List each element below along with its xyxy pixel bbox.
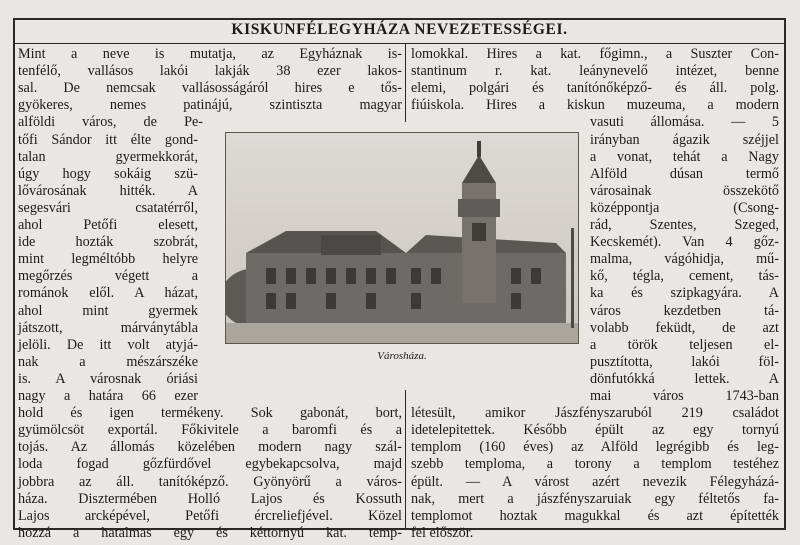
text-line: lomokkal. Hires a kat. főgimn., a Suszter Con- bbox=[411, 46, 779, 62]
text-line: gyökeres, nemes patinájú, szintiszta magyar bbox=[18, 97, 402, 114]
text-line: loda fogad gőzfürdővel egybekapcsolva, majd bbox=[18, 456, 402, 473]
text-line: nak, mert a jászfényszaruiak egy féltetős fa- bbox=[411, 490, 779, 507]
text-line: játszott, márványtábla bbox=[18, 319, 198, 336]
text-line: alföldi város, de Pe- bbox=[18, 114, 203, 131]
text-line: jobbra az áll. tanítóképző. Gyönyörű a város- bbox=[18, 473, 402, 490]
text-line: volabb feküdt, de azt bbox=[590, 319, 779, 336]
text-line: tőfi Sándor itt élte gond- bbox=[18, 131, 198, 148]
text-line: háza. Disztermében Holló Lajos és Kossuth bbox=[18, 490, 402, 507]
text-line: dönfutókká lettek. A bbox=[590, 370, 779, 387]
text-line: románok elől. A házat, bbox=[18, 285, 198, 302]
text-line: Mint a neve is mutatja, az Egyháznak is- bbox=[18, 46, 402, 62]
text-line: a török teljesen el- bbox=[590, 336, 779, 353]
text-line: Kecskemét). Van 4 gőz- bbox=[590, 234, 779, 251]
text-line: mai város 1743-ban bbox=[590, 388, 779, 404]
column-divider-bottom bbox=[405, 390, 406, 528]
text-line: gyümölcsöt exportál. Főkivitele a baromfi és a bbox=[18, 422, 402, 439]
text-line: épült. — A várost azért nevezik Félegyházá- bbox=[411, 473, 779, 490]
text-line: templom (160 éves) az Alföld legrégibb és leg- bbox=[411, 439, 779, 456]
text-line: mint legméltóbb helyre bbox=[18, 251, 198, 268]
text-line: szebb temploma, a torony a templom testéhez bbox=[411, 456, 779, 473]
text-line: talan gyermekkorát, bbox=[18, 148, 198, 165]
text-line: ide hozták szobrát, bbox=[18, 234, 198, 251]
text-line: lővárosának hitték. A bbox=[18, 182, 198, 199]
text-line: tenfélő, vallásos lakói lakják 38 ezer lakos- bbox=[18, 63, 402, 80]
text-line: nagy a határa 66 ezer bbox=[18, 388, 198, 404]
page-title: KISKUNFÉLEGYHÁZA NEVEZETESSÉGEI. bbox=[231, 21, 568, 38]
text-line: fiúiskola. Hires a kiskun muzeuma, a modern bbox=[411, 97, 779, 114]
text-line: nak a mészárszéke bbox=[18, 353, 198, 370]
text-line: vasuti állomása. — 5 bbox=[590, 114, 779, 131]
title-divider bbox=[13, 43, 786, 44]
text-line: létesült, amikor Jászfényszaruból 219 családot bbox=[411, 405, 779, 422]
text-line: malma, vágóhidja, mű- bbox=[590, 251, 779, 268]
text-line: templomot hoztak magukkal és azt építették bbox=[411, 507, 779, 524]
text-line: a vonat, tehát a Nagy bbox=[590, 148, 779, 165]
text-line: rád, Szentes, Szeged, bbox=[590, 217, 779, 233]
text-line: irányban ágazik széjjel bbox=[590, 131, 779, 148]
town-hall-photo bbox=[225, 132, 579, 344]
text-line: megőrzés végett a bbox=[18, 268, 198, 285]
text-line: Lajos arcképével, Petőfi ércreliefjével. Közel bbox=[18, 507, 402, 524]
text-line: hozzá a hatalmas egy és kéttornyú kat. temp- bbox=[18, 524, 402, 541]
text-line: pusztította, lakói föl- bbox=[590, 353, 779, 370]
text-line: úgy hogy sokáig szü- bbox=[18, 165, 198, 182]
column-divider-top bbox=[405, 44, 406, 122]
text-line: stantinum r. kat. leánynevelő intézet, benne bbox=[411, 63, 779, 80]
town-hall-illustration bbox=[226, 133, 579, 344]
text-line: jelöli. De itt volt atyjá- bbox=[18, 336, 198, 353]
text-line: tojás. Az állomás közelében modern nagy szál- bbox=[18, 439, 402, 456]
text-line: hold és igen termékeny. Sok gabonát, bort, bbox=[18, 405, 402, 422]
text-line: kő, tégla, cement, tás- bbox=[590, 268, 779, 285]
text-line: fel először. bbox=[411, 524, 474, 541]
text-line: Alföld dúsan termő bbox=[590, 165, 779, 182]
text-line: ahol mint gyermek bbox=[18, 302, 198, 319]
text-line: segesvári csatatérről, bbox=[18, 199, 198, 216]
text-line: ka és szipkagyára. A bbox=[590, 285, 779, 302]
photo-caption: Városháza. bbox=[377, 350, 427, 362]
text-line: sal. De nemcsak vallásosságáról hires e tős- bbox=[18, 80, 402, 97]
text-line: ahol Petőfi elesett, bbox=[18, 217, 198, 233]
text-line: idetelepitettek. Később épült az egy tornyú bbox=[411, 422, 779, 439]
text-line: is. A városnak óriási bbox=[18, 370, 198, 387]
text-line: városainak összekötő bbox=[590, 182, 779, 199]
text-line: középpontja (Csong- bbox=[590, 199, 779, 216]
text-line: város kezdetben tá- bbox=[590, 302, 779, 319]
text-line: elemi, polgári és tanítónőképző- és áll. polg. bbox=[411, 80, 779, 97]
